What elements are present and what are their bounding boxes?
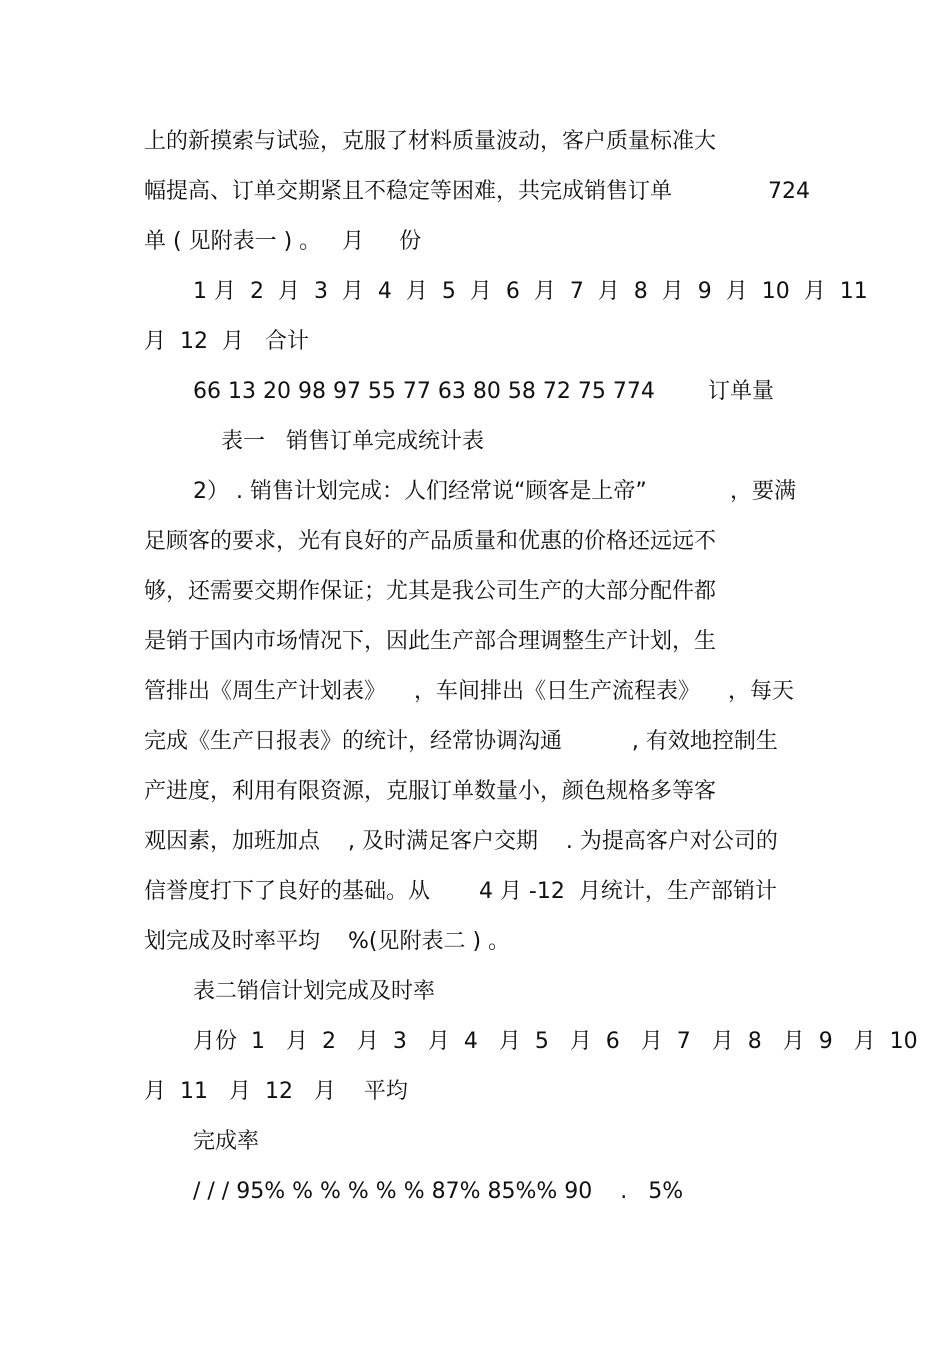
paragraph-line: 足顾客的要求，光有良好的产品质量和优惠的价格还远远不 bbox=[144, 529, 717, 554]
month-header-line: 月 11 月 12 月 平均 bbox=[144, 1079, 408, 1104]
row-label: 完成率 bbox=[193, 1129, 260, 1154]
paragraph-line: 管排出《周生产计划表》 ，车间排出《日生产流程表》 ，每天 bbox=[144, 679, 794, 704]
paragraph-line: 2） . 销售计划完成：人们经常说“顾客是上帝” bbox=[193, 479, 647, 504]
paragraph-line: ，要满 bbox=[730, 479, 797, 504]
month-header-line: 1 月 2 月 3 月 4 月 5 月 6 月 7 月 8 月 9 月 10 月 11 bbox=[193, 279, 868, 304]
paragraph-line: 幅提高、订单交期紧且不稳定等困难，共完成销售订单 bbox=[144, 179, 673, 204]
order-values-line: 66 13 20 98 97 55 77 63 80 58 72 75 774 bbox=[193, 379, 655, 404]
order-count-value: 724 bbox=[768, 179, 810, 204]
paragraph-line: 是销于国内市场情况下，因此生产部合理调整生产计划，生 bbox=[144, 629, 717, 654]
month-header-line: 月份 1 月 2 月 3 月 4 月 5 月 6 月 7 月 8 月 9 月 10 bbox=[193, 1029, 918, 1054]
paragraph-line: 单 ( 见附表一 ) 。 月 份 bbox=[144, 229, 422, 254]
paragraph-line: 完成《生产日报表》的统计，经常协调沟通 , 有效地控制生 bbox=[144, 729, 778, 754]
month-header-line: 月 12 月 合计 bbox=[144, 329, 309, 354]
paragraph-line: 产进度，利用有限资源，克服订单数量小，颜色规格多等客 bbox=[144, 779, 717, 804]
paragraph-line: 信誉度打下了良好的基础。从 4 月 -12 月统计，生产部销计 bbox=[144, 879, 777, 904]
paragraph-line: 够，还需要交期作保证；尤其是我公司生产的大部分配件都 bbox=[144, 579, 717, 604]
paragraph-line: 划完成及时率平均 %(见附表二 ) 。 bbox=[144, 929, 511, 954]
paragraph-line: 观因素，加班加点 , 及时满足客户交期 . 为提高客户对公司的 bbox=[144, 829, 778, 854]
paragraph-line: 上的新摸索与试验，克服了材料质量波动，客户质量标准大 bbox=[144, 129, 717, 154]
table-caption: 表一 销售订单完成统计表 bbox=[221, 429, 484, 454]
order-label: 订单量 bbox=[708, 379, 775, 404]
table-caption: 表二销信计划完成及时率 bbox=[193, 979, 436, 1004]
rate-values-line: / / / 95% % % % % % 87% 85%% 90 . 5% bbox=[193, 1179, 684, 1204]
